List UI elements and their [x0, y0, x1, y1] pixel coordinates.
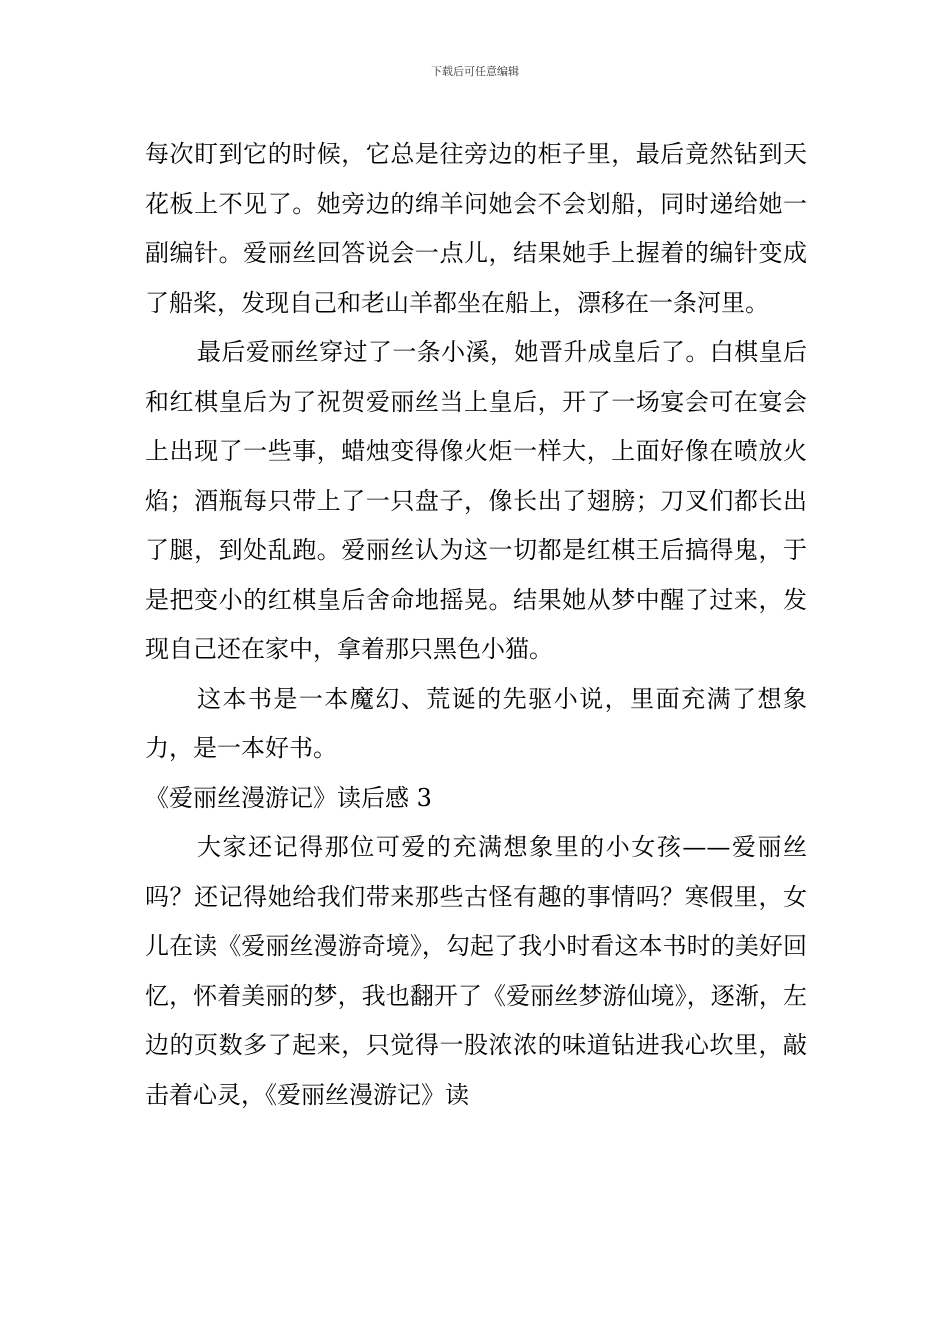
- section-paragraph-1: 大家还记得那位可爱的充满想象里的小女孩——爱丽丝吗？还记得她给我们带来那些古怪有趣的事情吗？寒假里，女儿在读《爱丽丝漫游奇境》，勾起了我小时看这本书时的美好回忆，怀着美丽的梦，我也翻开了《爱丽丝梦游仙境》，逐渐，左边的页数多了起来，只觉得一股浓浓的味道钻进我心坎里，敲击着心灵，《爱丽丝漫游记》读: [145, 833, 807, 1109]
- page-header: 下载后可任意编辑: [431, 65, 519, 78]
- paragraph-1: 每次盯到它的时候，它总是往旁边的柜子里，最后竟然钻到天花板上不见了。她旁边的绵羊问她会不会划船，同时递给她一副编针。爱丽丝回答说会一点儿，结果她手上握着的编针变成了船桨，发现自己和老山羊都坐在船上，漂移在一条河里。: [145, 140, 807, 317]
- paragraph-2: 最后爱丽丝穿过了一条小溪，她晋升成皇后了。白棋皇后和红棋皇后为了祝贺爱丽丝当上皇后，开了一场宴会可在宴会上出现了一些事，蜡烛变得像火炬一样大，上面好像在喷放火焰；酒瓶每只带上了一只盘子，像长出了翅膀；刀叉们都长出了腿，到处乱跑。爱丽丝认为这一切都是红棋王后搞得鬼，于是把变小的红棋皇后舍命地摇晃。结果她从梦中醒了过来，发现自己还在家中，拿着那只黑色小猫。: [145, 338, 807, 663]
- section-heading: 《爱丽丝漫游记》读后感 3: [145, 783, 432, 812]
- document-body: [145, 130, 807, 1120]
- paragraph-3: 这本书是一本魔幻、荒诞的先驱小说，里面充满了想象力，是一本好书。: [145, 684, 807, 762]
